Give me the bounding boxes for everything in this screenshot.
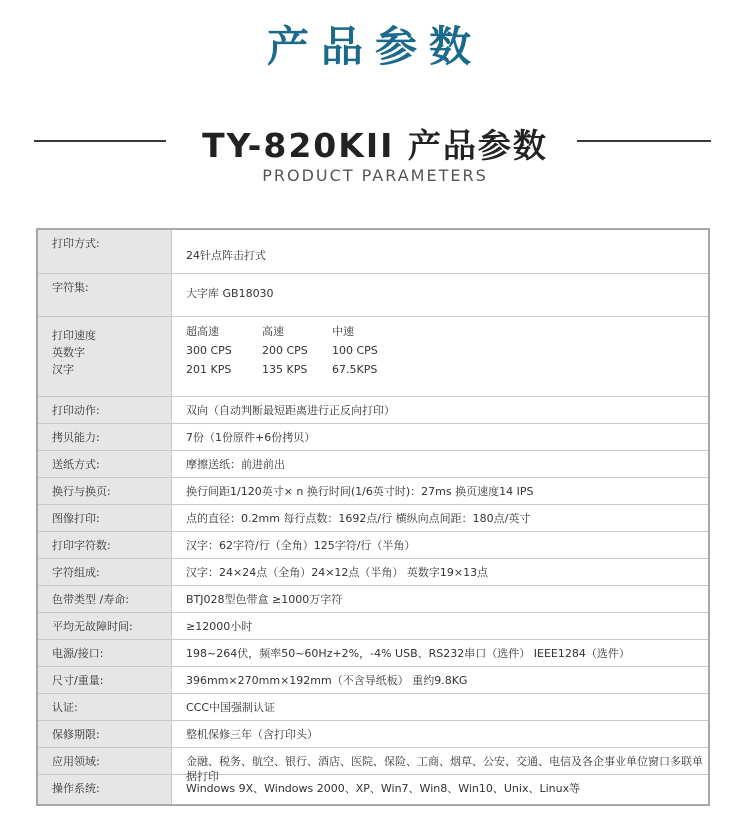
spec-value: 金融、税务、航空、银行、酒店、医院、保险、工商、烟草、公安、交通、电信及各企事业单位窗口多联单据打印 [186, 755, 703, 783]
page-title: 产品参数 [266, 22, 483, 71]
spec-row [38, 477, 708, 504]
spec-label: 认证: [38, 694, 172, 720]
spec-value: 汉字：24×24点（全角）24×12点（半角） 英数字19×13点 [186, 566, 489, 579]
section-caption: PRODUCT PARAMETERS [262, 166, 488, 185]
spec-label: 操作系统: [38, 775, 172, 804]
spec-label: 打印动作: [38, 397, 172, 423]
spec-label: 尺寸/重量: [38, 667, 172, 693]
spec-row [38, 612, 708, 639]
spec-label: 平均无故障时间: [38, 613, 172, 639]
speed-hanzi: 201 KPS [186, 363, 232, 376]
spec-value: 双向（自动判断最短距离进行正反向打印） [186, 404, 395, 417]
spec-label: 保修期限: [38, 721, 172, 747]
spec-row [38, 396, 708, 423]
speed-header: 中速 [332, 325, 354, 338]
spec-label: 字符集: [38, 274, 172, 316]
section-header [0, 112, 750, 165]
spec-label: 字符组成: [38, 559, 172, 585]
spec-label: 应用领域: [38, 748, 172, 774]
spec-row [38, 693, 708, 720]
spec-row [38, 504, 708, 531]
spec-row [38, 273, 708, 316]
spec-row [38, 450, 708, 477]
spec-label: 图像打印: [38, 505, 172, 531]
hanzi-label: 汉字 [52, 363, 74, 376]
spec-value: CCC中国强制认证 [186, 701, 276, 714]
spec-value: 24针点阵击打式 [186, 249, 266, 262]
spec-value: BTJ028型色带盒 ≥1000万字符 [186, 593, 343, 606]
spec-label: 送纸方式: [38, 451, 172, 477]
speed-hanzi: 67.5KPS [332, 363, 378, 376]
spec-label: 打印方式: [38, 230, 172, 273]
spec-row [38, 747, 708, 783]
speed-alnum: 300 CPS [186, 344, 232, 357]
spec-row [38, 230, 708, 273]
spec-value: 摩擦送纸：前进前出 [186, 458, 285, 471]
spec-value: 198~264伏，频率50~60Hz+2%，-4% USB、RS232串口（选件） IEEE1284（选件） [186, 647, 630, 660]
speed-label: 打印速度 [52, 329, 96, 342]
divider-right [577, 140, 711, 142]
spec-value: Windows 9X、Windows 2000、XP、Win7、Win8、Win10、Unix、Linux等 [186, 782, 581, 795]
spec-value: 汉字：62字符/行（全角）125字符/行（半角） [186, 539, 416, 552]
spec-row [38, 558, 708, 585]
spec-row [38, 774, 708, 804]
spec-label [38, 317, 172, 396]
speed-table [172, 317, 708, 396]
spec-row [38, 666, 708, 693]
speed-hanzi: 135 KPS [262, 363, 308, 376]
spec-value: ≥12000小时 [186, 620, 253, 633]
section-title: TY-820KII 产品参数 [202, 126, 548, 165]
speed-alnum: 200 CPS [262, 344, 308, 357]
spec-label: 拷贝能力: [38, 424, 172, 450]
spec-label: 色带类型 /寿命: [38, 586, 172, 612]
speed-alnum: 100 CPS [332, 344, 378, 357]
spec-value: 点的直径：0.2mm 每行点数：1692点/行 横纵向点间距：180点/英寸 [186, 512, 531, 525]
spec-value: 整机保修三年（含打印头） [186, 728, 318, 741]
spec-row [38, 720, 708, 747]
speed-header: 超高速 [186, 325, 219, 338]
alnum-label: 英数字 [52, 346, 85, 359]
spec-value: 7份（1份原件+6份拷贝） [186, 431, 316, 444]
spec-label: 换行与换页: [38, 478, 172, 504]
spec-row [38, 531, 708, 558]
spec-row [38, 423, 708, 450]
spec-label: 电源/接口: [38, 640, 172, 666]
spec-row [38, 639, 708, 666]
spec-value: 396mm×270mm×192mm（不含导纸板） 重约9.8KG [186, 674, 468, 687]
spec-label: 打印字符数: [38, 532, 172, 558]
spec-table [36, 228, 710, 806]
spec-value: 换行间距1/120英寸× n 换行时间(1/6英寸时)：27ms 换页速度14 IPS [186, 485, 534, 498]
spec-row [38, 585, 708, 612]
speed-header: 高速 [262, 325, 284, 338]
spec-value: 大字库 GB18030 [186, 287, 274, 300]
spec-row-speed [38, 316, 708, 396]
